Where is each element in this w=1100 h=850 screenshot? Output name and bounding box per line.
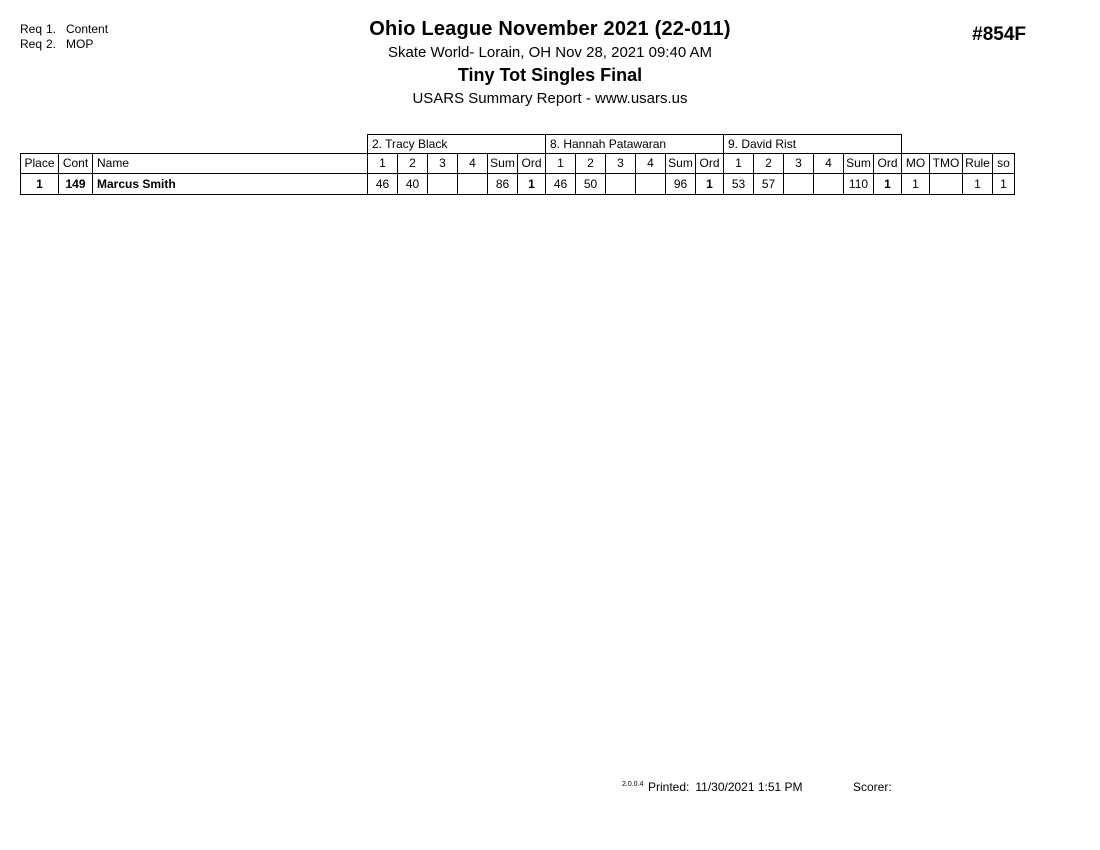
cell-j2-score4 xyxy=(636,174,666,195)
column-header-j2-score4: 4 xyxy=(636,154,666,174)
cell-j2-sum: 96 xyxy=(666,174,696,195)
cell-tmo xyxy=(930,174,963,195)
column-header-j2-sum: Sum xyxy=(666,154,696,174)
cell-j3-score4 xyxy=(814,174,844,195)
requirement-number: 1. xyxy=(46,22,57,36)
table-row xyxy=(21,174,1015,195)
cell-place: 1 xyxy=(21,174,59,195)
judge-band-spacer xyxy=(963,135,993,154)
version-code: 2.0.0.4 xyxy=(622,781,644,788)
judge-band-spacer xyxy=(930,135,963,154)
requirement-text: MOP xyxy=(66,37,94,51)
column-header-j3-sum: Sum xyxy=(844,154,874,174)
cell-j2-ord: 1 xyxy=(696,174,724,195)
cell-j3-score3 xyxy=(784,174,814,195)
column-header-cont: Cont xyxy=(59,154,93,174)
cell-rule: 1 xyxy=(963,174,993,195)
judge-band-spacer xyxy=(902,135,930,154)
printed-label: Printed: xyxy=(648,780,690,794)
column-header-j2-score2: 2 xyxy=(576,154,606,174)
table-header-row xyxy=(21,154,1015,174)
judge-name-1: 2. Tracy Black xyxy=(368,135,546,154)
judge-band-spacer xyxy=(21,135,59,154)
column-header-j1-score3: 3 xyxy=(428,154,458,174)
results-table xyxy=(20,134,1015,195)
cell-j2-score2: 50 xyxy=(576,174,606,195)
requirement-number: 2. xyxy=(46,37,57,51)
scorer-label: Scorer: xyxy=(853,780,892,794)
cell-j3-sum: 110 xyxy=(844,174,874,195)
cell-j3-score1: 53 xyxy=(724,174,754,195)
column-header-so: so xyxy=(993,154,1015,174)
column-header-j3-score2: 2 xyxy=(754,154,784,174)
cell-j1-score3 xyxy=(428,174,458,195)
judge-band-spacer xyxy=(59,135,93,154)
printed-timestamp: 11/30/2021 1:51 PM xyxy=(695,780,803,794)
document-footer xyxy=(0,780,1100,800)
judge-name-3: 9. David Rist xyxy=(724,135,902,154)
cell-j1-score1: 46 xyxy=(368,174,398,195)
sheet-code: #854F xyxy=(972,24,1026,45)
cell-name: Marcus Smith xyxy=(93,174,368,195)
column-header-j1-ord: Ord xyxy=(518,154,546,174)
report-subtitle: USARS Summary Report - www.usars.us xyxy=(412,90,688,107)
requirement-label: Req xyxy=(20,37,43,51)
column-header-name: Name xyxy=(93,154,368,174)
document-header xyxy=(0,18,1100,107)
cell-mo: 1 xyxy=(902,174,930,195)
requirement-text: Content xyxy=(66,22,109,36)
cell-j2-score3 xyxy=(606,174,636,195)
event-title: Tiny Tot Singles Final xyxy=(457,65,643,85)
judge-name-2: 8. Hannah Patawaran xyxy=(546,135,724,154)
cell-cont: 149 xyxy=(59,174,93,195)
column-header-j2-ord: Ord xyxy=(696,154,724,174)
cell-j3-ord: 1 xyxy=(874,174,902,195)
column-header-j3-score1: 1 xyxy=(724,154,754,174)
column-header-j1-score4: 4 xyxy=(458,154,488,174)
cell-j1-score4 xyxy=(458,174,488,195)
column-header-tmo: TMO xyxy=(930,154,963,174)
judge-band-row xyxy=(21,135,1015,154)
page-title: Ohio League November 2021 (22-011) xyxy=(369,18,731,40)
column-header-place: Place xyxy=(21,154,59,174)
printed-info xyxy=(648,780,803,794)
column-header-j2-score1: 1 xyxy=(546,154,576,174)
cell-j3-score2: 57 xyxy=(754,174,784,195)
column-header-rule: Rule xyxy=(963,154,993,174)
judge-band-spacer xyxy=(993,135,1015,154)
column-header-j3-score3: 3 xyxy=(784,154,814,174)
requirement-label: Req xyxy=(20,22,43,36)
column-header-j2-score3: 3 xyxy=(606,154,636,174)
cell-so: 1 xyxy=(993,174,1015,195)
column-header-j3-ord: Ord xyxy=(874,154,902,174)
column-header-mo: MO xyxy=(902,154,930,174)
column-header-j1-score1: 1 xyxy=(368,154,398,174)
cell-j2-score1: 46 xyxy=(546,174,576,195)
venue-subtitle: Skate World- Lorain, OH Nov 28, 2021 09:40 AM xyxy=(387,44,713,61)
column-header-j3-score4: 4 xyxy=(814,154,844,174)
cell-j1-score2: 40 xyxy=(398,174,428,195)
judge-band-spacer xyxy=(93,135,368,154)
cell-j1-sum: 86 xyxy=(488,174,518,195)
column-header-j1-score2: 2 xyxy=(398,154,428,174)
cell-j1-ord: 1 xyxy=(518,174,546,195)
results-table-container xyxy=(20,134,1015,195)
column-header-j1-sum: Sum xyxy=(488,154,518,174)
